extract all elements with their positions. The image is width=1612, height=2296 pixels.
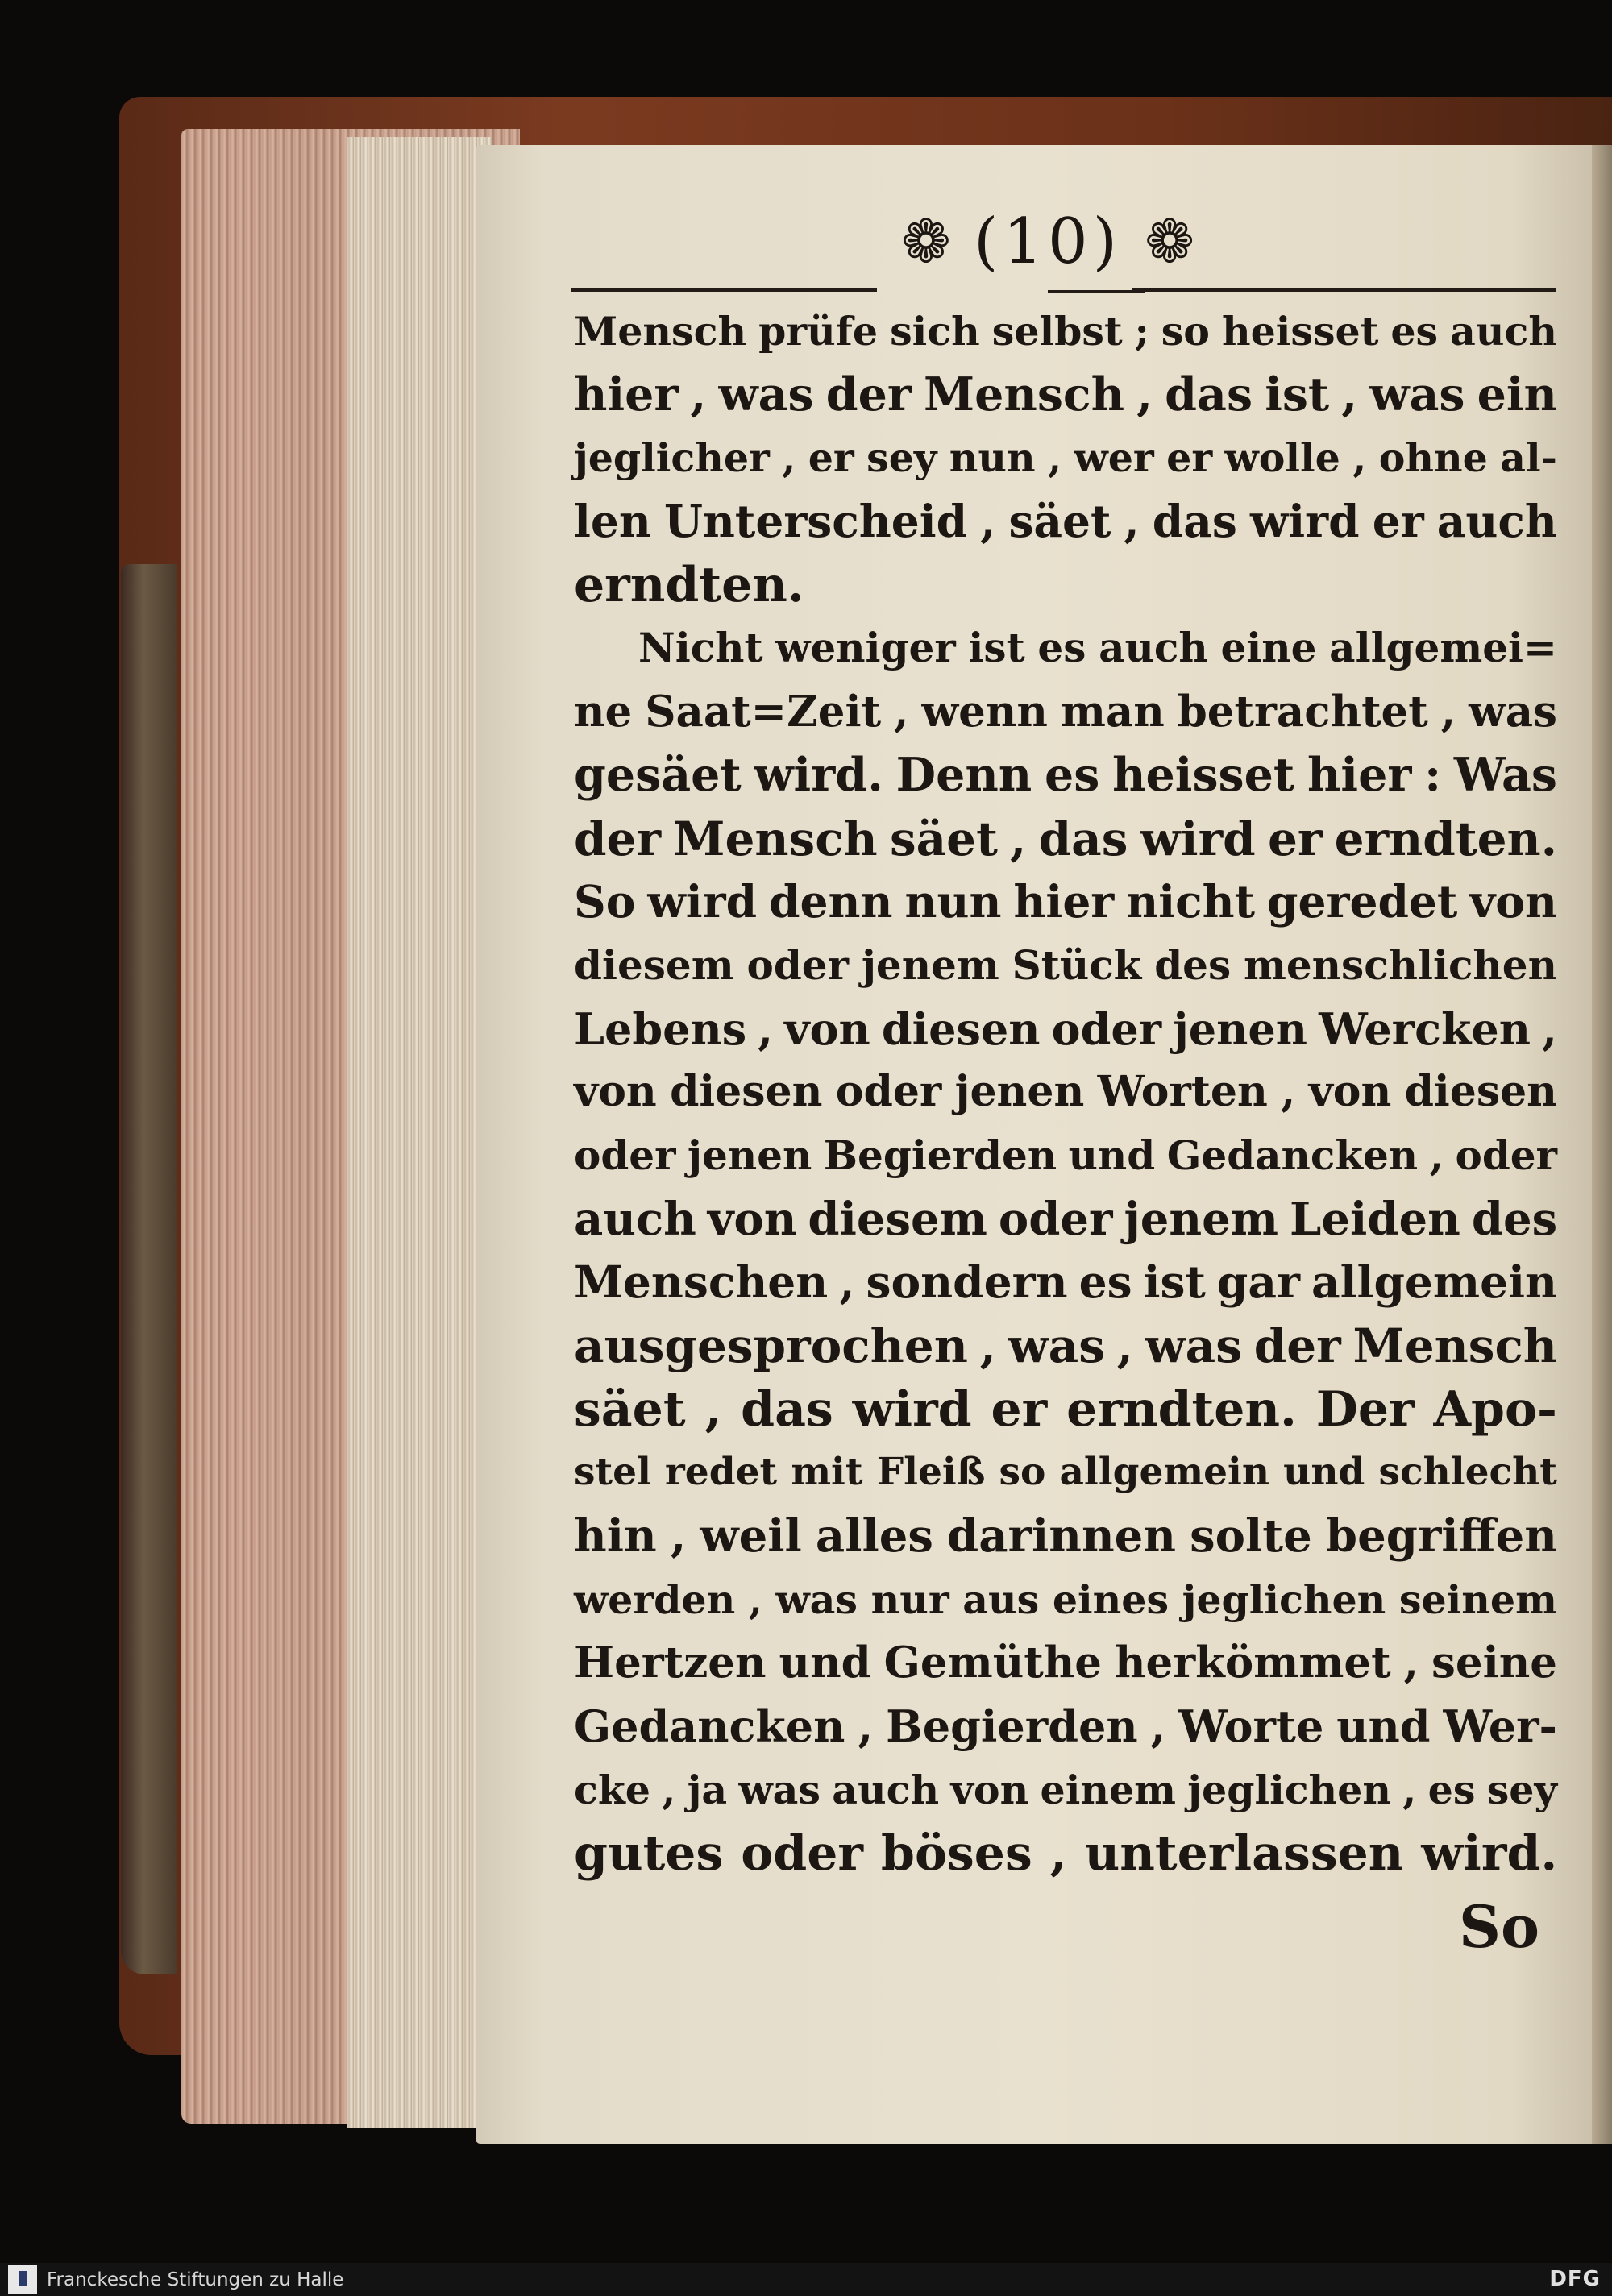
- text-line: len Unterscheid , säet , das wird er auch: [574, 495, 1557, 548]
- text-line: stel redet mit Fleiß so allgemein und schlecht: [574, 1450, 1557, 1495]
- text-line: diesem oder jenem Stück des menschlichen: [574, 940, 1557, 989]
- header-rule-middle: [1048, 290, 1145, 293]
- text-line: hier , was der Mensch , das ist , was ein: [574, 367, 1557, 421]
- text-line: auch von diesem oder jenem Leiden des: [574, 1192, 1558, 1246]
- ornament-right-icon: ❁: [1145, 207, 1195, 276]
- text-line: Nicht weniger ist es auch eine allgemei=: [638, 624, 1557, 672]
- book-spine: [121, 564, 177, 1974]
- page-edges: [347, 137, 492, 2128]
- dfg-logo: DFG: [1549, 2267, 1601, 2291]
- text-line: Lebens , von diesen oder jenen Wercken ,: [574, 1003, 1557, 1055]
- text-line: Gedancken , Begierden , Worte und Wer-: [574, 1700, 1557, 1753]
- ornament-left-icon: ❁: [900, 207, 951, 276]
- text-line: ne Saat=Zeit , wenn man betrachtet , was: [574, 687, 1557, 737]
- text-line: von diesen oder jenen Worten , von diesen: [574, 1067, 1557, 1117]
- text-line: oder jenen Begierden und Gedancken , oder: [574, 1131, 1557, 1179]
- page-number: (10): [973, 206, 1123, 278]
- text-line: säet , das wird er erndten. Der Apo-: [574, 1381, 1557, 1438]
- institution-name: Franckesche Stiftungen zu Halle: [47, 2269, 344, 2290]
- header-rule-right: [1132, 288, 1556, 292]
- header-rule-left: [571, 288, 877, 292]
- text-line: der Mensch säet , das wird er erndten.: [574, 811, 1557, 866]
- text-line: jeglicher , er sey nun , wer er wolle , ohne al-: [574, 434, 1557, 482]
- text-line: hin , weil alles darinnen solte begriffen: [574, 1509, 1557, 1563]
- text-line: gutes oder böses , unterlassen wird.: [574, 1825, 1558, 1882]
- text-line: Menschen , sondern es ist gar allgemein: [574, 1256, 1557, 1309]
- text-line: So wird denn nun hier nicht geredet von: [574, 875, 1557, 928]
- page-header: [879, 206, 1217, 278]
- text-line: ausgesprochen , was , was der Mensch: [574, 1318, 1557, 1373]
- institution-logo-icon: [8, 2265, 37, 2294]
- catchword: So: [1458, 1892, 1539, 1961]
- text-line: erndten.: [574, 556, 804, 613]
- text-line: Mensch prüfe sich selbst ; so heisset es auch: [574, 308, 1557, 355]
- page-gutter: [1592, 145, 1612, 2144]
- text-line: gesäet wird. Denn es heisset hier : Was: [574, 747, 1557, 802]
- text-line: werden , was nur aus eines jeglichen seinem: [574, 1576, 1557, 1623]
- page-text: [574, 300, 1557, 1885]
- text-line: cke , ja was auch von einem jeglichen , es sey: [574, 1766, 1557, 1813]
- text-line: Hertzen und Gemüthe herkömmet , seine: [574, 1638, 1557, 1688]
